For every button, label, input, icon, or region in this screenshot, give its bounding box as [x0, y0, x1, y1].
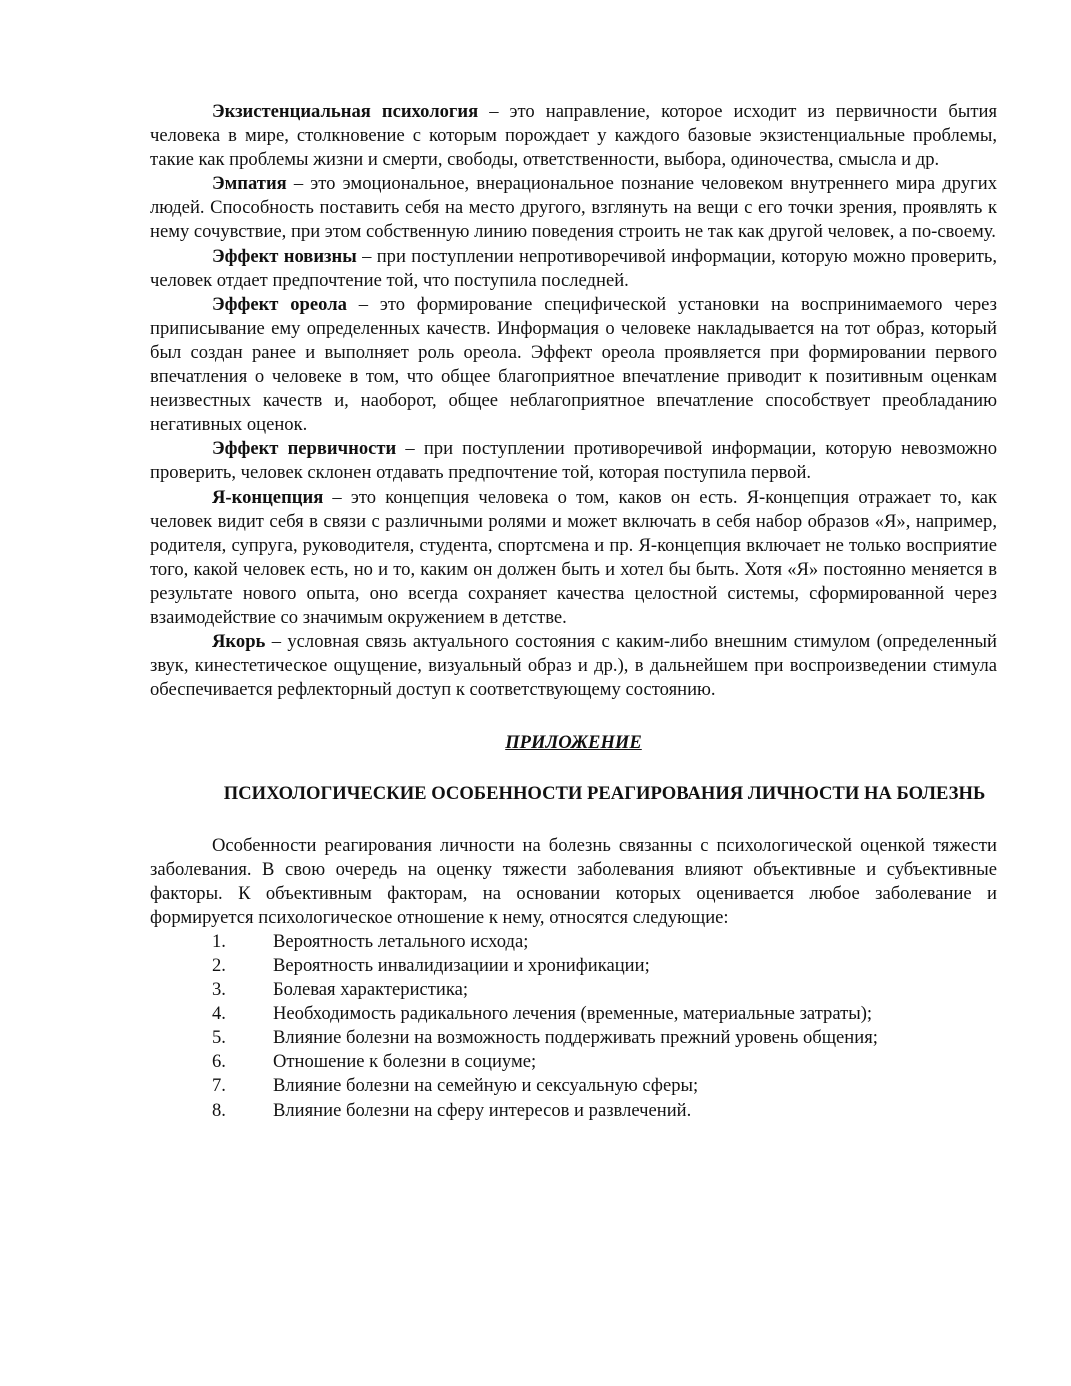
definition-term: Эмпатия: [212, 173, 287, 195]
definition-text: – это формирование специфической установки на воспринимаемого через приписывание ему определенных качеств. Информация о человеке накладывается на тот образ, который был создан ранее и выполняет роль ореола. Эффект ореола проявляется при формировании первого впечатления о человеке в том, что общее благоприятное впечатление приводит к позитивным оценкам неизвестных качеств и, наоборот, общее неблагоприятное впечатление способствует преобладанию негативных оценок.: [150, 293, 997, 436]
definition-term: Эффект новизны: [212, 245, 357, 267]
definition-text: – это эмоциональное, внерациональное познание человеком внутреннего мира других людей. Способность поставить себя на место другого, взглянуть на вещи с его точки зрения, проявлять к нему сочувствие, при этом собственную линию поведения строить не так как другой человек, а по-своему.: [150, 173, 997, 243]
intro-paragraph: Особенности реагирования личности на болезнь связанны с психологической оценкой тяжести заболевания. В свою очередь на оценку тяжести заболевания влияют объективные и субъективные факторы. К объективным факторам, на основании которых оценивается любое заболевание и формируется психологическое отношение к нему, относятся следующие:: [150, 834, 997, 928]
definition-term: Экзистенциальная психология: [212, 101, 479, 122]
definition-term: Эффект ореола: [212, 293, 347, 315]
section-title: ПСИХОЛОГИЧЕСКИЕ ОСОБЕННОСТИ РЕАГИРОВАНИЯ ЛИЧНОСТИ НА БОЛЕЗНЬ: [223, 783, 986, 805]
list-item: [150, 1050, 997, 1074]
list-item: [150, 930, 997, 954]
list-item-number: 3.: [212, 979, 226, 1001]
definition-paragraph: [150, 630, 997, 702]
list-item: [150, 1099, 997, 1123]
definition-text: – при поступлении противоречивой информации, которую невозможно проверить, человек склонен отдавать предпочтение той, которая поступила первой.: [150, 438, 997, 484]
list-item-text: Влияние болезни на семейную и сексуальную сферы;: [273, 1075, 699, 1097]
list-item-text: Отношение к болезни в социуме;: [273, 1051, 537, 1073]
list-item-number: 4.: [212, 1003, 226, 1025]
definition-text: – это направление, которое исходит из первичности бытия человека в мире, столкновение с которым порождает у каждого базовые экзистенциальные проблемы, такие как проблемы жизни и смерти, свободы, ответственности, выбора, одиночества, смысла и др.: [150, 101, 998, 171]
list-item-number: 8.: [212, 1099, 226, 1121]
list-item: [150, 1074, 997, 1098]
list-item-number: 5.: [212, 1027, 226, 1049]
definition-paragraph: [150, 245, 997, 293]
list-item-text: Влияние болезни на возможность поддерживать прежний уровень общения;: [273, 1027, 878, 1049]
definition-term: Эффект первичности: [212, 438, 397, 460]
definition-paragraph: [150, 172, 997, 244]
definition-term: Якорь: [212, 631, 266, 653]
list-item-text: Вероятность инвалидизациии и хронификации;: [273, 955, 650, 976]
definition-paragraph: [150, 437, 997, 485]
list-item: [150, 954, 997, 978]
definition-term: Я-концепция: [212, 486, 324, 508]
list-item: [150, 1026, 997, 1050]
definition-paragraph: [150, 100, 997, 172]
list-item-number: 6.: [212, 1051, 226, 1073]
document-page: [150, 100, 997, 1123]
list-item-number: 1.: [212, 930, 226, 952]
list-item-number: 2.: [212, 955, 226, 976]
appendix-label: ПРИЛОЖЕНИЕ: [505, 732, 642, 754]
list-item-text: Влияние болезни на сферу интересов и развлечений.: [273, 1099, 692, 1121]
list-item-text: Болевая характеристика;: [273, 979, 469, 1001]
definition-paragraph: [150, 293, 997, 438]
list-item-text: Вероятность летального исхода;: [273, 930, 529, 952]
definition-text: – условная связь актуального состояния с каким-либо внешним стимулом (определенный звук, кинестетическое ощущение, визуальный образ и др.), в дальнейшем при воспроизведении стимула обеспечивается рефлекторный доступ к соответствующему состоянию.: [150, 631, 997, 701]
list-item-text: Необходимость радикального лечения (временные, материальные затраты);: [273, 1003, 873, 1025]
list-item-number: 7.: [212, 1075, 226, 1097]
definition-text: – при поступлении непротиворечивой информации, которую можно проверить, человек отдает предпочтение той, что поступила последней.: [150, 245, 997, 291]
definition-text: – это концепция человека о том, каков он есть. Я-концепция отражает то, как человек видит себя в связи с различными ролями и может включать в себя набор образов «Я», например, родителя, супруга, руководителя, студента, спортсмена и пр. Я-концепция включает не только восприятие того, какой человек есть, но и то, каким он должен быть и хотел бы быть. Хотя «Я» постоянно меняется в результате нового опыта, оно всегда сохраняет качества целостной системы, сформированной через взаимодействие со значимым окружением в детстве.: [150, 486, 997, 628]
list-item: [150, 978, 997, 1002]
factors-list: [150, 930, 997, 1123]
definition-paragraph: [150, 486, 997, 631]
list-item: [150, 1002, 997, 1026]
